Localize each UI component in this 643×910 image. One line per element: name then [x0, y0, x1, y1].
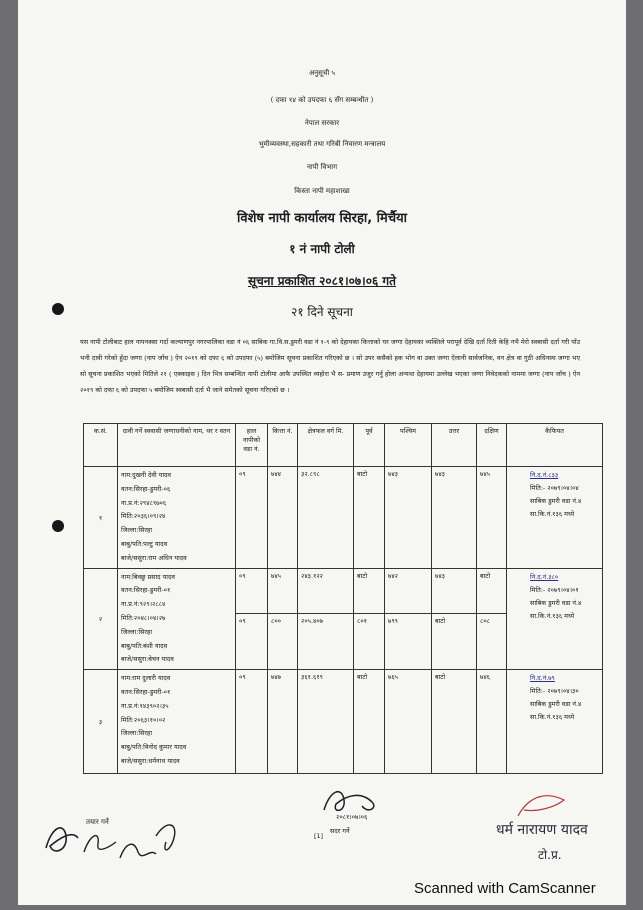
header-area: क्षेत्रफल वर्ग मि.: [298, 424, 354, 467]
prepared-by-label: तयार गर्ने: [86, 818, 109, 826]
claimant-father: बाबु/पति:बंशी यादव: [121, 641, 168, 650]
cell-east: बाटो: [354, 568, 385, 613]
cell-south: ८०८: [477, 613, 507, 669]
cell-area: २०५.४०७: [298, 613, 354, 669]
remark-number: नि.द.नं.३८०: [530, 572, 559, 581]
team-title: १ नं नापी टोली: [289, 242, 355, 256]
cell-ward: ०९: [236, 613, 268, 669]
cell-area: २४३.१२२: [298, 568, 354, 613]
claimant-name: नाम:बिवछु प्रसाद यादव: [121, 572, 175, 581]
punch-hole: [52, 303, 64, 315]
cell-south: ७४५: [477, 467, 507, 569]
cell-east: ८०१: [354, 613, 385, 669]
claimant-grandfather: बाजे/ससुरा:राम अधिन यादव: [121, 553, 187, 562]
claimant-father: बाबु/पति:पल्टु यादव: [121, 539, 168, 548]
cell-west: ७६५: [385, 670, 432, 774]
remark-number: नि.द.नं.७९: [530, 674, 555, 683]
row-sn: १: [84, 467, 118, 569]
cell-east: बाटो: [354, 467, 385, 569]
notice-body: यस नापी टोलीबाट हाल नापनक्सा गर्दा कल्याणपुर नगरपालिका वडा नं ०६ साबिक गा.वि.स.डुमरी वडा नं १-९ को देहायका कित्ताको घर जग्गा देहायका व्यक्तिले परापूर्व देखि दर्ता रिती केहि नभै मेरो स्वबासी दर्ता गरी पाँउ भनी दावी गरेको हुँदा जग्गा (नाप जाँच ) ऐन २०१९ को दफा ६ को उपदफा (५) बमोजिम सूचना प्रकाशित गरिएको छ । सो उपर कसैको हक भोग वा उक्त जग्गा ऐलानी सार्वजनिक, वन क्षेत्र वा गुठी अधिनस्थ जग्गा भए सो सूचना प्रकाशित भएको मितिले २१ ( एक्काइस ) दिन भित्र सम्बन्धित नापी टोलीमा आफै उपस्थित व्यहोरा भै स- प्रमाण उजुर गर्नु होला अन्यथा देहायमा उल्लेख भएका जग्गा निवेदकको नाममा जग्गा (नाप जाँच ) ऐन २०१९ को दफा ६ को उपदफा ५ बमोजिम स्वबासी दर्ता भै जाने समेतको सूचना गरिएको छ ।: [80, 338, 580, 394]
claimant-name: नाम:राम दुलारी यादव: [121, 674, 171, 683]
cell-north: बाटो: [432, 670, 477, 774]
cell-west: ७९९: [385, 613, 432, 669]
team-leader-title: टो.प्र.: [538, 848, 562, 862]
preparer-signatures: [38, 808, 188, 868]
remark-date: मिति:- २०७९।०४।३०: [530, 687, 579, 696]
claimant-name: नाम:दुखनी देवी यादव: [121, 471, 171, 479]
header-south: दक्षिण: [477, 424, 507, 467]
claimant-citizenship: ना.प्र.नं:९२९।२८८४: [121, 600, 166, 609]
claimant-grandfather: बाजे/ससुरा:बेचन यादव: [121, 655, 174, 664]
remarks-cell: [507, 670, 603, 774]
cell-north: ७४३: [432, 467, 477, 569]
row-sn: ३: [84, 670, 118, 774]
approved-by-label: सदर गर्ने: [330, 827, 350, 835]
row-sn: २: [84, 568, 118, 670]
office-title: विशेष नापी कार्यालय सिरहा, मिर्चैया: [237, 211, 407, 226]
cell-plot: ७४५: [268, 568, 298, 613]
claims-table: [83, 423, 603, 774]
team-leader-name: धर्म नारायण यादव: [496, 822, 588, 838]
cell-north: ७४३: [432, 568, 477, 613]
table-row: [84, 670, 603, 774]
header-claimant: दावी गर्ने स्ववासी जग्गाधनीको नाम, थर र वतन: [118, 424, 236, 467]
remark-date: मिति:- २०७९।०४।०१: [530, 585, 579, 594]
claimant-citizenship: ना.प्र.नं:२९४८९७०६: [121, 498, 167, 507]
remark-ward: साबिक डुमरी वडा नं.४: [530, 598, 582, 607]
document-page: [18, 0, 626, 905]
cell-north: बाटो: [432, 613, 477, 669]
cell-plot: ८००: [268, 613, 298, 669]
branch-label: किस्ता नापी महाशाखा: [294, 187, 350, 195]
remark-ward: साबिक डुमरी वडा नं.४: [530, 497, 582, 505]
department-label: नापी विभाग: [306, 163, 338, 171]
ministry-label: भुमीव्यवस्था,सहकारी तथा गरिबी निवारण मन्त्रालय: [258, 140, 386, 148]
claimant-district: जिल्ला:सिरहा: [121, 526, 153, 535]
cell-west: ७४२: [385, 568, 432, 613]
cell-plot: ७४७: [268, 670, 298, 774]
table-row: [84, 467, 603, 569]
page-number: [1]: [314, 832, 324, 840]
table-row: [84, 568, 603, 613]
remarks-cell: [507, 467, 603, 569]
published-date: सूचना प्रकाशित २०८१।०७।०६ गते: [248, 274, 396, 288]
claimant-cell: [118, 467, 236, 569]
cell-south: बाटो: [477, 568, 507, 613]
claimant-grandfather: बाजे/ससुरा:धर्मनाथ यादव: [121, 756, 180, 765]
claimant-cell: [118, 670, 236, 774]
remark-plot: सा.कि.नं.१३६ मध्ये: [530, 611, 575, 620]
header-sn: क.सं.: [84, 424, 118, 467]
claimant-father: बाबु/पति:विनोद कुमार यादव: [121, 743, 187, 752]
cell-ward: ०९: [236, 568, 268, 613]
header-north: उत्तर: [432, 424, 477, 467]
claimant-address: वतन:सिरहा-डुमरी-०१: [121, 687, 171, 696]
table-header-row: [84, 424, 603, 467]
claimant-date: मिति:२०६३।१०।०२: [121, 715, 166, 724]
header-ward: हाल नापीको वडा नं.: [236, 424, 268, 467]
cell-plot: ७४४: [268, 467, 298, 569]
header-east: पूर्व: [354, 424, 385, 467]
camscanner-watermark: Scanned with CamScanner: [414, 880, 596, 897]
cell-west: ७४३: [385, 467, 432, 569]
cell-east: बाटो: [354, 670, 385, 774]
claimant-district: जिल्ला:सिरहा: [121, 729, 153, 738]
claimant-address: वतन:सिरहा-डुमरी-०६: [121, 484, 171, 493]
header-plot: कित्ता नं.: [268, 424, 298, 467]
remark-number: नि.द.नं.८३३: [530, 471, 559, 479]
remarks-cell: [507, 568, 603, 670]
punch-hole: [52, 520, 64, 532]
clause-label: ( दफा १४ को उपदफा ६ सँग सम्बन्धीत ): [270, 96, 374, 104]
claimant-cell: [118, 568, 236, 670]
remark-plot: सा.कि.नं.१३६ मध्ये: [530, 510, 575, 518]
claimant-date: मिति:२०३६।०९।२४: [121, 512, 166, 521]
cell-area: ३२.८९८: [298, 467, 354, 569]
cell-ward: ०९: [236, 670, 268, 774]
notice-title: २१ दिने सूचना: [291, 305, 353, 319]
signed-date: २०८१।०७।०६: [336, 813, 368, 821]
claimant-date: मिति:२०४८।०४।२७: [121, 613, 166, 622]
government-label: नेपाल सरकार: [304, 119, 340, 127]
remark-plot: सा.कि.नं.१३६ मध्ये: [530, 713, 575, 722]
remark-ward: साबिक डुमरी वडा नं.४: [530, 700, 582, 709]
cell-ward: ०९: [236, 467, 268, 569]
header-west: पश्चिम: [385, 424, 432, 467]
schedule-label: अनुसूची ५: [308, 69, 336, 77]
remark-date: मिति:- २०७९।०४।०४: [530, 484, 579, 492]
cell-area: ३६१.६१९: [298, 670, 354, 774]
claimant-citizenship: ना.प्र.नं:१४३९०२।३५: [121, 701, 169, 710]
claimant-district: जिल्ला:सिरहा: [121, 627, 153, 636]
cell-south: ७४६: [477, 670, 507, 774]
claimant-address: वतन:सिरहा-डुमरी-०१: [121, 586, 171, 595]
header-remarks: कैफियत: [507, 424, 603, 467]
